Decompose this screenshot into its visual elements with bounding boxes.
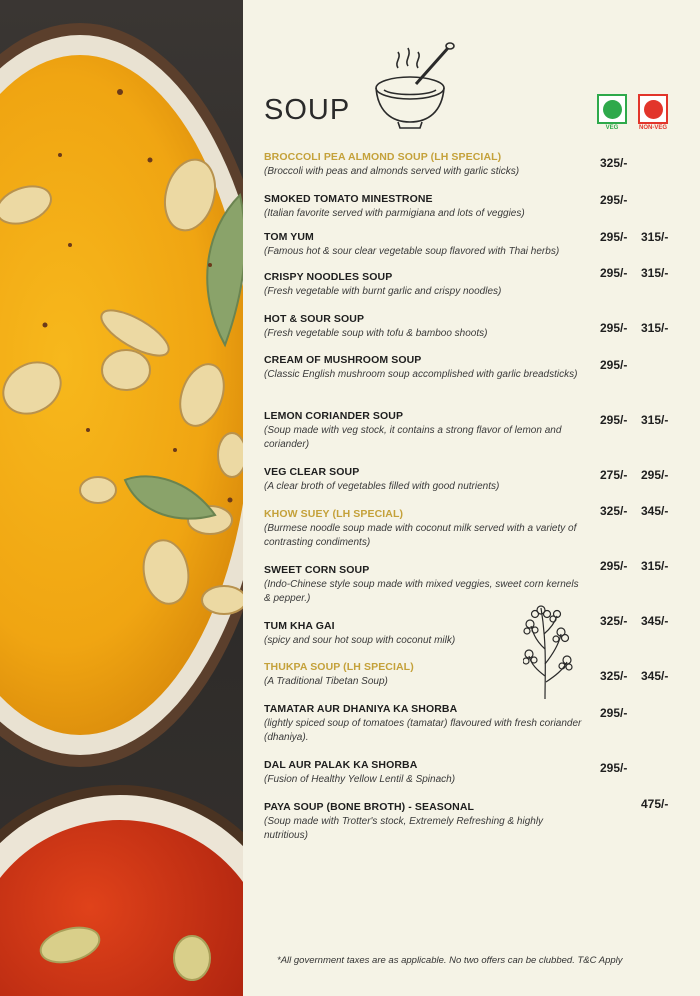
menu-item: [264, 151, 584, 179]
coriander-sprig-icon: [523, 604, 573, 700]
nonveg-price: 295/-: [641, 468, 669, 482]
item-description: (Soup made with Trotter's stock, Extremely Refreshing & highly nutritious): [264, 816, 544, 841]
menu-item: [264, 508, 584, 550]
item-name: THUKPA SOUP (LH SPECIAL): [264, 661, 414, 673]
menu-item: [264, 564, 584, 606]
item-description: (Famous hot & sour clear vegetable soup flavored with Thai herbs): [264, 246, 560, 257]
item-name: KHOW SUEY (LH SPECIAL): [264, 508, 404, 520]
menu-item: [264, 759, 584, 787]
soup-bowl-icon: [370, 40, 460, 130]
item-description: (Fresh vegetable with burnt garlic and crispy noodles): [264, 286, 502, 297]
menu-item: [264, 354, 584, 382]
item-description: (Fresh vegetable soup with tofu & bamboo shoots): [264, 328, 488, 339]
nonveg-label: NON-VEG: [638, 125, 667, 131]
veg-price: 275/-: [600, 468, 628, 482]
item-name: HOT & SOUR SOUP: [264, 313, 365, 325]
veg-price: 295/-: [600, 761, 628, 775]
menu-item: [264, 231, 584, 259]
veg-price: 295/-: [600, 706, 628, 720]
veg-legend: [597, 94, 627, 131]
item-description: (Burmese noodle soup made with coconut milk served with a variety of contrasting condiments): [264, 523, 577, 548]
veg-price: 295/-: [600, 321, 628, 335]
item-name: PAYA SOUP (BONE BROTH) - SEASONAL: [264, 801, 475, 813]
nonveg-price: 345/-: [641, 614, 669, 628]
menu-item: [264, 801, 584, 843]
nonveg-price: 315/-: [641, 266, 669, 280]
nonveg-price: 475/-: [641, 797, 669, 811]
item-name: SMOKED TOMATO MINESTRONE: [264, 193, 433, 205]
menu-item: [264, 313, 584, 341]
item-name: SWEET CORN SOUP: [264, 564, 370, 576]
item-description: (Classic English mushroom soup accomplished with garlic breadsticks): [264, 369, 578, 380]
nonveg-icon: [638, 94, 668, 124]
nonveg-price: 315/-: [641, 559, 669, 573]
item-description: (A Traditional Tibetan Soup): [264, 676, 388, 687]
veg-price: 325/-: [600, 614, 628, 628]
menu-item: [264, 271, 584, 299]
item-name: VEG CLEAR SOUP: [264, 466, 360, 478]
veg-price: 325/-: [600, 156, 628, 170]
item-description: (spicy and sour hot soup with coconut milk): [264, 635, 456, 646]
item-description: (Fusion of Healthy Yellow Lentil & Spinach): [264, 774, 456, 785]
item-description: (Italian favorite served with parmigiana and lots of veggies): [264, 208, 525, 219]
veg-price: 295/-: [600, 559, 628, 573]
nonveg-legend: [638, 94, 668, 131]
footer-note: *All government taxes are as applicable. No two offers can be clubbed. T&C Apply: [277, 955, 623, 966]
menu-item: [264, 193, 584, 221]
veg-icon: [597, 94, 627, 124]
veg-price: 295/-: [600, 358, 628, 372]
item-name: BROCCOLI PEA ALMOND SOUP (LH SPECIAL): [264, 151, 502, 163]
item-name: DAL AUR PALAK KA SHORBA: [264, 759, 418, 771]
item-description: (Soup made with veg stock, it contains a strong flavor of lemon and coriander): [264, 425, 562, 450]
item-name: CREAM OF MUSHROOM SOUP: [264, 354, 422, 366]
item-description: (A clear broth of vegetables filled with good nutrients): [264, 481, 500, 492]
item-name: TOM YUM: [264, 231, 314, 243]
item-name: CRISPY NOODLES SOUP: [264, 271, 393, 283]
page-title: SOUP: [264, 94, 351, 126]
item-description: (lightly spiced soup of tomatoes (tamatar) flavoured with fresh coriander (dhaniya).: [264, 718, 582, 743]
menu-panel: [243, 0, 700, 996]
nonveg-price: 315/-: [641, 321, 669, 335]
veg-price: 325/-: [600, 504, 628, 518]
item-description: (Broccoli with peas and almonds served with garlic sticks): [264, 166, 520, 177]
nonveg-price: 315/-: [641, 413, 669, 427]
veg-price: 295/-: [600, 266, 628, 280]
nonveg-price: 315/-: [641, 230, 669, 244]
menu-item: [264, 466, 584, 494]
item-name: LEMON CORIANDER SOUP: [264, 410, 404, 422]
item-name: TUM KHA GAI: [264, 620, 335, 632]
menu-item: [264, 703, 584, 745]
menu-item: [264, 410, 584, 452]
soup-photo: [0, 0, 243, 996]
veg-price: 325/-: [600, 669, 628, 683]
nonveg-price: 345/-: [641, 669, 669, 683]
soup-bowl-image: [0, 0, 243, 996]
nonveg-price: 345/-: [641, 504, 669, 518]
veg-label: VEG: [605, 125, 619, 131]
veg-price: 295/-: [600, 413, 628, 427]
veg-price: 295/-: [600, 230, 628, 244]
item-name: TAMATAR AUR DHANIYA KA SHORBA: [264, 703, 458, 715]
item-description: (Indo-Chinese style soup made with mixed veggies, sweet corn kernels & pepper.): [264, 579, 579, 604]
veg-price: 295/-: [600, 193, 628, 207]
